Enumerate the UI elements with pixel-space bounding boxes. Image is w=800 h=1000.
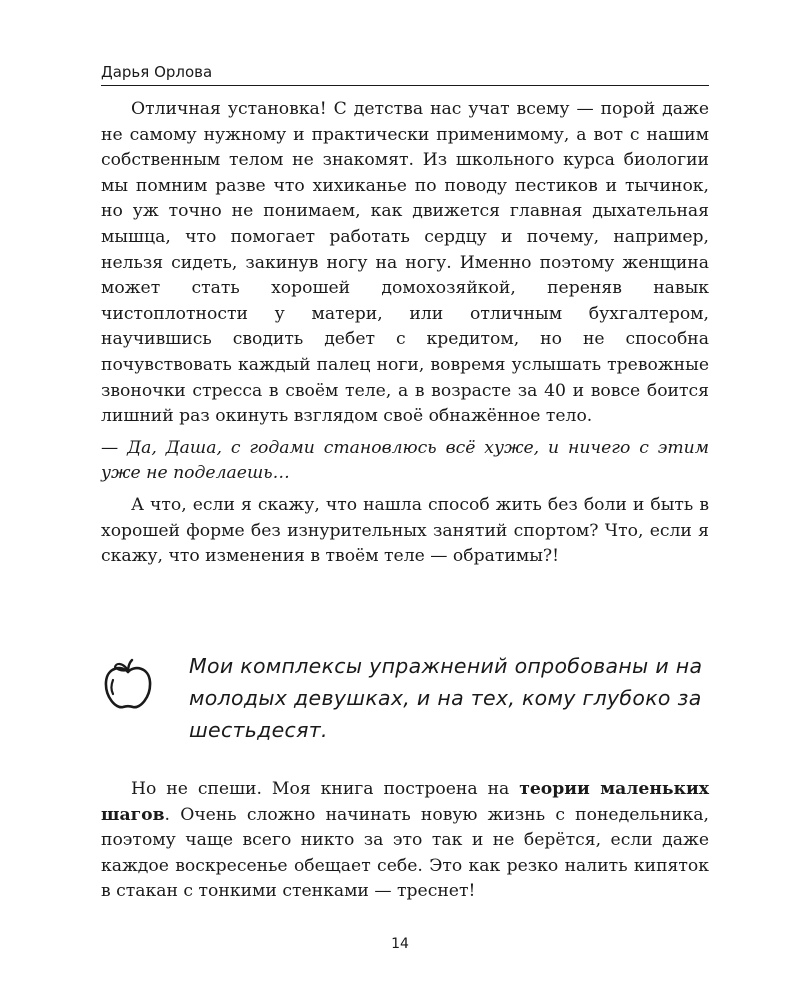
apple-icon [101,658,155,712]
body-text-bottom [101,777,709,905]
running-head: Дарья Орлова [101,62,709,86]
paragraph-intro: Отличная установка! С детства нас учат всему — порой даже не самому нужному и практически применимому, а вот с нашим собственным телом не знакомят. Из школьного курса биологии мы помним разве что хихиканье по поводу пестиков и тычинок, но уж точно не понимаем, как движется главная дыхательная мышца, что помогает работать сердцу и почему, например, нельзя сидеть, закинув ногу на ногу. Именно поэтому женщина может стать хорошей домохозяйкой, переняв навык чистоплотности у матери, или отличным бухгалтером, научившись сводить дебет с кредитом, но не способна почувствовать каждый палец ноги, вовремя услышать тревожные звоночки стресса в своём теле, а в возрасте за 40 и вовсе боится лишний раз окинуть взглядом своё обнажённое тело. [101,99,709,427]
callout-note [101,650,711,750]
paragraph-small-steps [101,777,709,905]
paragraph-question: А что, если я скажу, что нашла способ жить без боли и быть в хорошей форме без изнурительных занятий спортом? Что, если я скажу, что изменения в твоём теле — обратимы?! [101,494,709,567]
small-steps-emphasis: теории маленьких шагов [101,779,709,825]
callout-text: Мои комплексы упражнений опробованы и на молодых девушках, и на тех, кому глубоко за шестьдесят. [189,654,703,742]
page-number: 14 [391,936,409,952]
body-text-top [101,97,709,570]
dialog-line: — Да, Даша, с годами становлюсь всё хуже, и ничего с этим уже не поделаешь… [101,437,709,484]
paragraph-small-steps-start: Но не спеши. Моя книга построена на [131,779,520,799]
paragraph-small-steps-end: . Очень сложно начинать новую жизнь с понедельника, поэтому чаще всего никто за это так и не берётся, если даже каждое воскресенье обещает себе. Это как резко налить кипяток в стакан с тонкими стенками — треснет! [101,804,709,902]
